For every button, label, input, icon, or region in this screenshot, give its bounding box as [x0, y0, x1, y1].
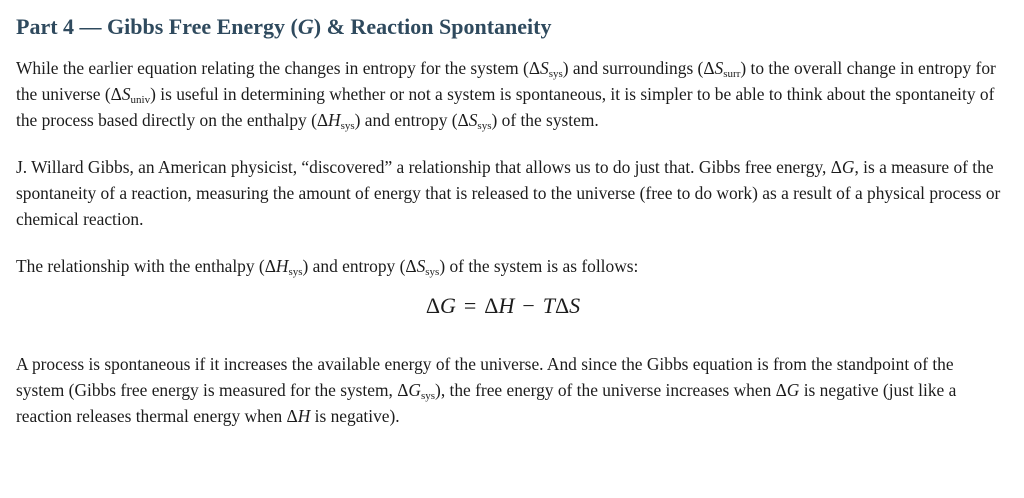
- section-heading: Part 4 — Gibbs Free Energy (G) & Reaction Spontaneity: [16, 14, 552, 39]
- paragraph-entropy-intro: While the earlier equation relating the changes in entropy for the system $(\Delta S_{sys})$ and surroundings $(\Delta S_{surr})$ to the overall change in entropy for the universe $(\Delta S_{univ})$ is useful in determining whether or not a system is spontaneous, it is simpler to be able to think about the spontaneity of the process based directly on the enthalpy $(\Delta H_{sys})$ and entropy $(\Delta S_{sys})$ of the system.: [16, 58, 996, 132]
- paragraph-spontaneity: A process is spontaneous if it increases the available energy of the universe. And since the Gibbs equation is from the standpoint of the system (Gibbs free energy is measured for the system, $\Delta G_{sys}$), the free energy of the universe increases when ΔG is negative (just like a reaction releases thermal energy when ΔH is negative).: [16, 354, 957, 426]
- paragraph-gibbs-definition: J. Willard Gibbs, an American physicist, “discovered” a relationship that allows us to do just that. Gibbs free energy, ΔG, is a measure of the spontaneity of a reaction, measuring the amount of energy that is released to the universe (free to do work) as a result of a physical process or chemical reaction.: [16, 157, 1001, 229]
- paragraph-relationship: The relationship with the enthalpy $(\Delta H_{sys})$ and entropy $(\Delta S_{sys})$ of the system is as follows:: [16, 256, 639, 278]
- heading-symbol: G: [297, 14, 314, 39]
- gibbs-equation: ΔG = ΔH − TΔS: [425, 293, 581, 318]
